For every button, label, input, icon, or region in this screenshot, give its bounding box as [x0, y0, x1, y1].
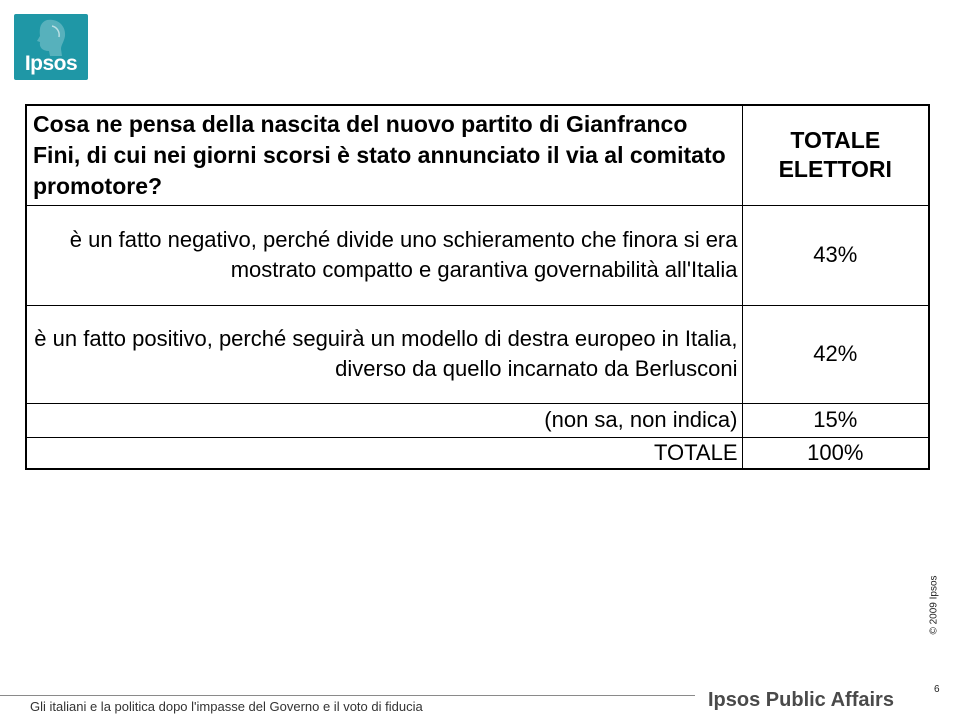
- table-row: [26, 305, 929, 403]
- row-value: 42%: [742, 305, 929, 403]
- row-value: 15%: [742, 403, 929, 437]
- row-value: 100%: [742, 437, 929, 469]
- table-row: [26, 403, 929, 437]
- table-row: [26, 205, 929, 305]
- row-value: 43%: [742, 205, 929, 305]
- ipsos-logo: [14, 14, 88, 80]
- table-row-total: [26, 437, 929, 469]
- row-label: TOTALE: [26, 437, 742, 469]
- footer-divider: [0, 695, 695, 696]
- row-label: (non sa, non indica): [26, 403, 742, 437]
- copyright-notice: [928, 570, 940, 640]
- header-total-electors: [742, 105, 929, 205]
- row-label: è un fatto positivo, perché seguirà un modello di destra europeo in Italia, diverso da quello incarnato da Berlusconi: [26, 305, 742, 403]
- header-line-2: ELETTORI: [778, 156, 892, 183]
- footer-brand: Ipsos Public Affairs: [708, 689, 894, 711]
- table-header-row: [26, 105, 929, 205]
- row-label: è un fatto negativo, perché divide uno schieramento che finora si era mostrato compatto e garantiva governabilità all'Italia: [26, 205, 742, 305]
- header-line-1: TOTALE: [790, 127, 881, 154]
- logo-text: Ipsos: [24, 52, 78, 75]
- copyright-text: © 2009 Ipsos: [928, 575, 940, 635]
- footer-title: Gli italiani e la politica dopo l'impasse del Governo e il voto di fiducia: [30, 699, 423, 714]
- question-cell: Cosa ne pensa della nascita del nuovo partito di Gianfranco Fini, di cui nei giorni scorsi è stato annunciato il via al comitato promotore?: [26, 105, 742, 205]
- page-number: 6: [934, 684, 940, 695]
- survey-table: [25, 104, 930, 470]
